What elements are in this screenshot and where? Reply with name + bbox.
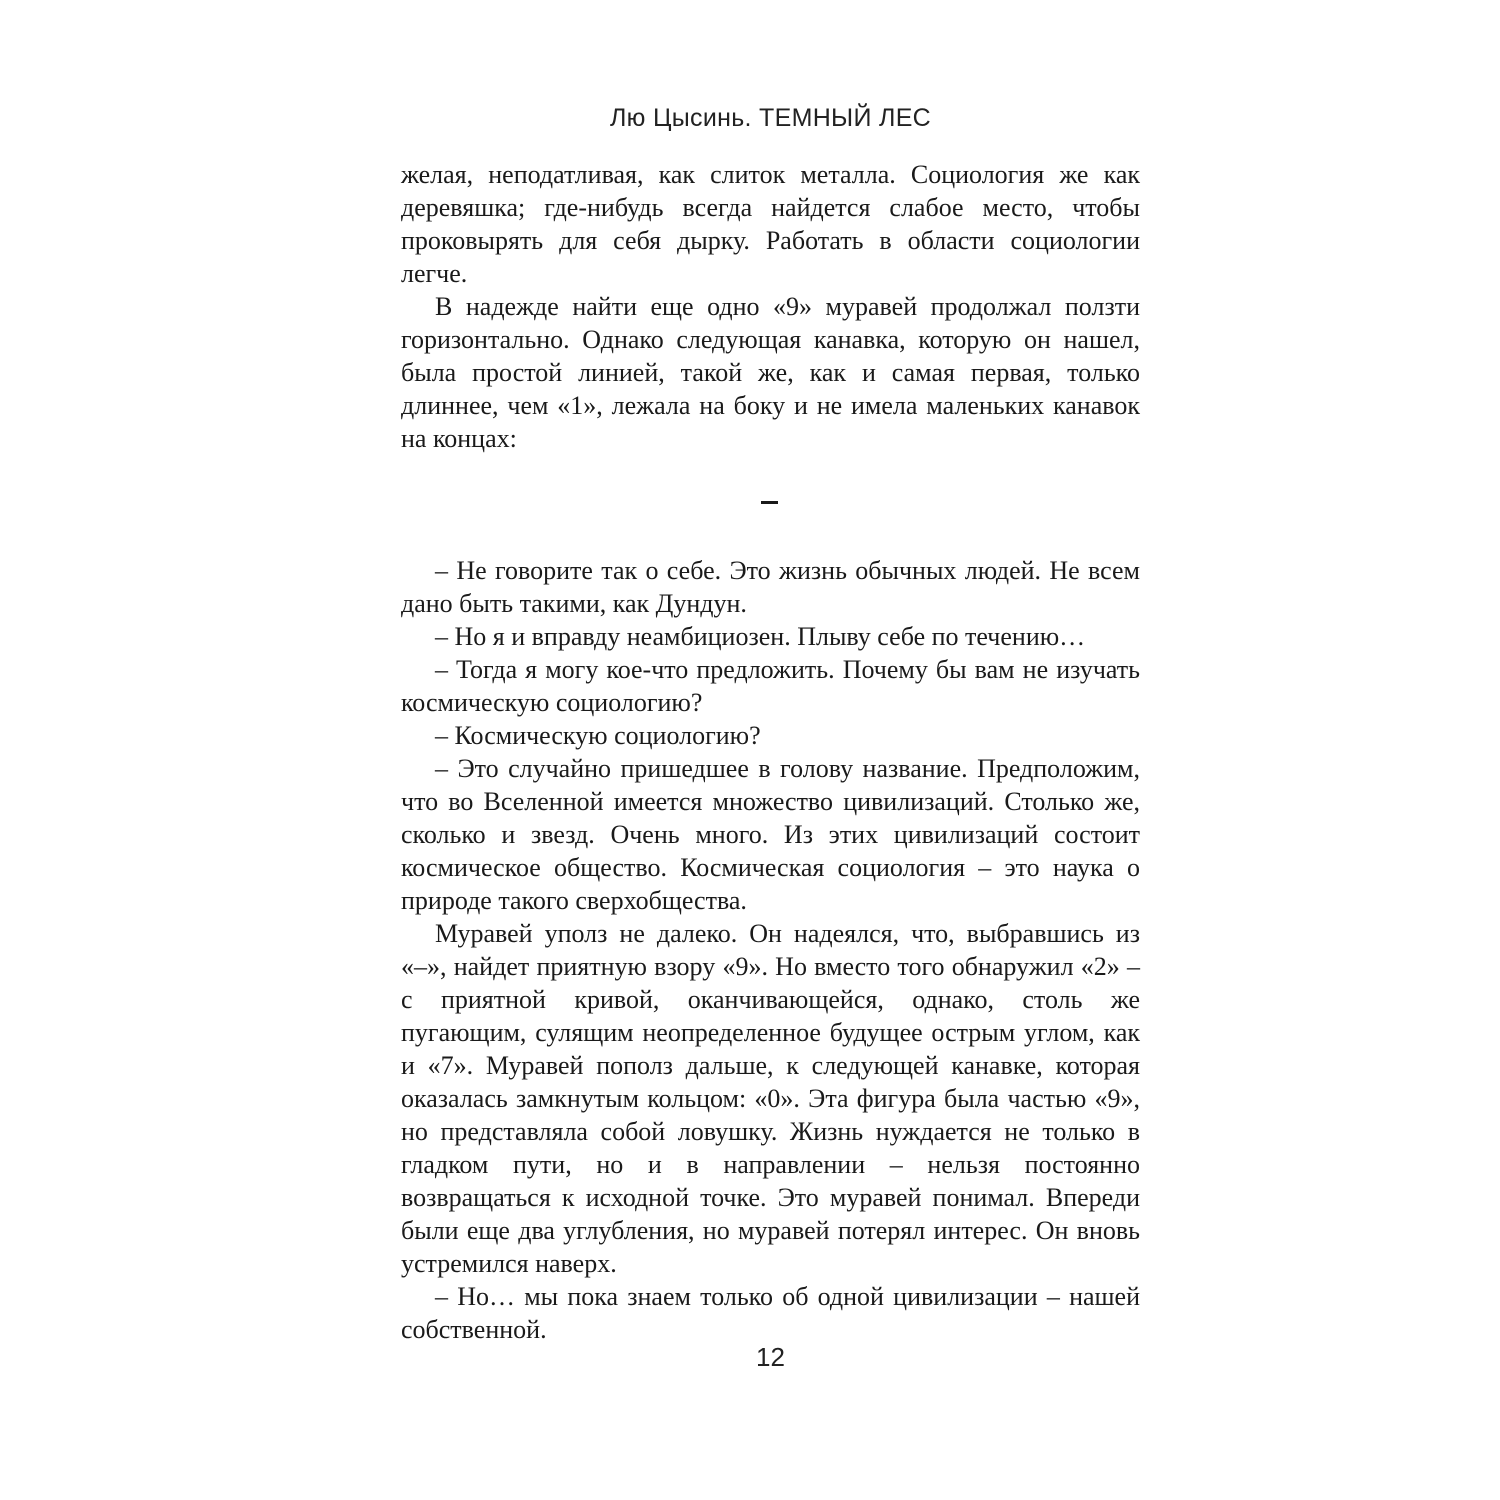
page-text — [401, 158, 1140, 1346]
paragraph: В надежде найти еще одно «9» муравей продолжал ползти горизонтально. Однако следующая канавка, которую он нашел, была простой линией, такой же, как и самая первая, только длиннее, чем «1», лежала на боку и не имела маленьких канавок на концах: — [401, 292, 1140, 453]
paragraph: – Это случайно пришедшее в голову название. Предположим, что во Вселенной имеется множество цивилизаций. Столько же, сколько и звезд. Очень много. Из этих цивилизаций состоит космическое общество. Космическая социология – это наука о природе такого сверхобщества. — [401, 754, 1140, 915]
paragraph: – Тогда я могу кое-что предложить. Почему бы вам не изучать космическую социологию? — [401, 655, 1140, 717]
groove-dash-figure — [401, 455, 1140, 554]
paragraph: – Космическую социологию? — [435, 721, 761, 750]
running-title: Лю Цысинь. ТЕМНЫЙ ЛЕС — [609, 104, 932, 132]
paragraph: – Не говорите так о себе. Это жизнь обычных людей. Не всем дано быть такими, как Дундун. — [401, 556, 1140, 618]
page-number: 12 — [756, 1342, 785, 1372]
paragraph: желая, неподатливая, как слиток металла. Социология же как деревяшка; где-нибудь всегда найдется слабое место, чтобы проковырять для себя дырку. Работать в области социологии легче. — [401, 160, 1140, 288]
book-page — [401, 98, 1140, 1398]
dash-mark — [761, 501, 778, 504]
paragraph: Муравей уполз не далеко. Он надеялся, что, выбравшись из «–», найдет приятную взору «9». Но вместо того обнаружил «2» – с приятной кривой, оканчивающейся, однако, столь же пугающим, сулящим неопределенное будущее острым углом, как и «7». Муравей пополз дальше, к следующей канавке, которая оказалась замкнутым кольцом: «0». Эта фигура была частью «9», но представляла собой ловушку. Жизнь нуждается не только в гладком пути, но и в направлении – нельзя постоянно возвращаться к исходной точке. Это муравей понимал. Впереди были еще два углубления, но муравей потерял интерес. Он вновь устремился наверх. — [401, 919, 1140, 1278]
paragraph: – Но я и вправду неамбициозен. Плыву себе по течению… — [435, 622, 1086, 651]
paragraph: – Но… мы пока знаем только об одной цивилизации – нашей собственной. — [401, 1282, 1140, 1344]
